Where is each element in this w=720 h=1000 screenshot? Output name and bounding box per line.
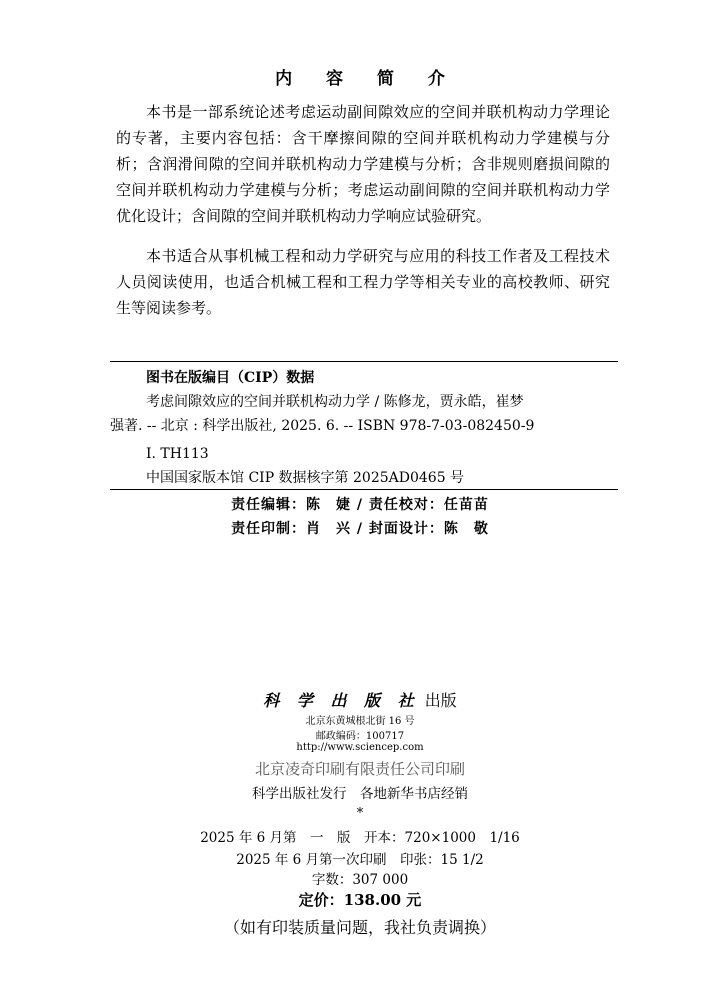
- publisher-suffix: 出版: [424, 691, 457, 710]
- separator-star: *: [356, 806, 364, 821]
- cip-line-3: Ⅰ. TH113: [146, 446, 209, 462]
- editors-line-1: 责任编辑：陈 婕 / 责任校对：任苗苗: [231, 497, 489, 513]
- cip-line-1: 考虑间隙效应的空间并联机构动力学 / 陈修龙，贾永皓，崔梦: [146, 394, 524, 410]
- price: 定价：138.00 元: [298, 891, 422, 909]
- quality-note: （如有印装质量问题，我社负责调换）: [223, 918, 496, 937]
- printer-line: 北京凌奇印刷有限责任公司印刷: [254, 760, 465, 778]
- cip-top-rule: [110, 361, 618, 362]
- distribution-line: 科学出版社发行 各地新华书店经销: [252, 786, 468, 802]
- cip-line-2: 强著. -- 北京 : 科学出版社, 2025. 6. -- ISBN 978-7-03-082450-9: [110, 418, 535, 434]
- page-title: 内 容 简 介: [275, 69, 459, 89]
- publisher-logo: 科 学 出 版 社: [263, 691, 420, 710]
- cip-line-4: 中国国家版本馆 CIP 数据核字第 2025AD0465 号: [146, 470, 465, 486]
- publisher-address: 北京东黄城根北街 16 号: [305, 716, 415, 727]
- editors-line-2: 责任印制：肖 兴 / 封面设计：陈 敬: [231, 521, 489, 537]
- cip-heading: 图书在版编目（CIP）数据: [146, 370, 315, 386]
- printing-line: 2025 年 6 月第一次印刷 印张：15 1/2: [236, 852, 484, 868]
- word-count: 字数：307 000: [311, 872, 409, 888]
- publisher-zip: 邮政编码：100717: [315, 731, 405, 742]
- intro-paragraph-1: 本书是一部系统论述考虑运动副间隙效应的空间并联机构动力学理论的专著，主要内容包括：含干摩擦间隙的空间并联机构动力学建模与分析；含润滑间隙的空间并联机构动力学建模与分析；含非规则磨损间隙的空间并联机构动力学建模与分析；考虑运动副间隙的空间并联机构动力学优化设计；含间隙的空间并联机构动力学响应试验研究。: [116, 103, 610, 225]
- edition-line: 2025 年 6 月第 一 版 开本：720×1000 1/16: [200, 830, 520, 846]
- intro-paragraph-2: 本书适合从事机械工程和动力学研究与应用的科技工作者及工程技术人员阅读使用，也适合机械工程和工程力学等相关专业的高校教师、研究生等阅读参考。: [116, 247, 610, 317]
- publisher-row: [0, 688, 720, 711]
- publisher-url: http://www.sciencep.com: [296, 742, 424, 753]
- cip-bottom-rule: [110, 489, 618, 490]
